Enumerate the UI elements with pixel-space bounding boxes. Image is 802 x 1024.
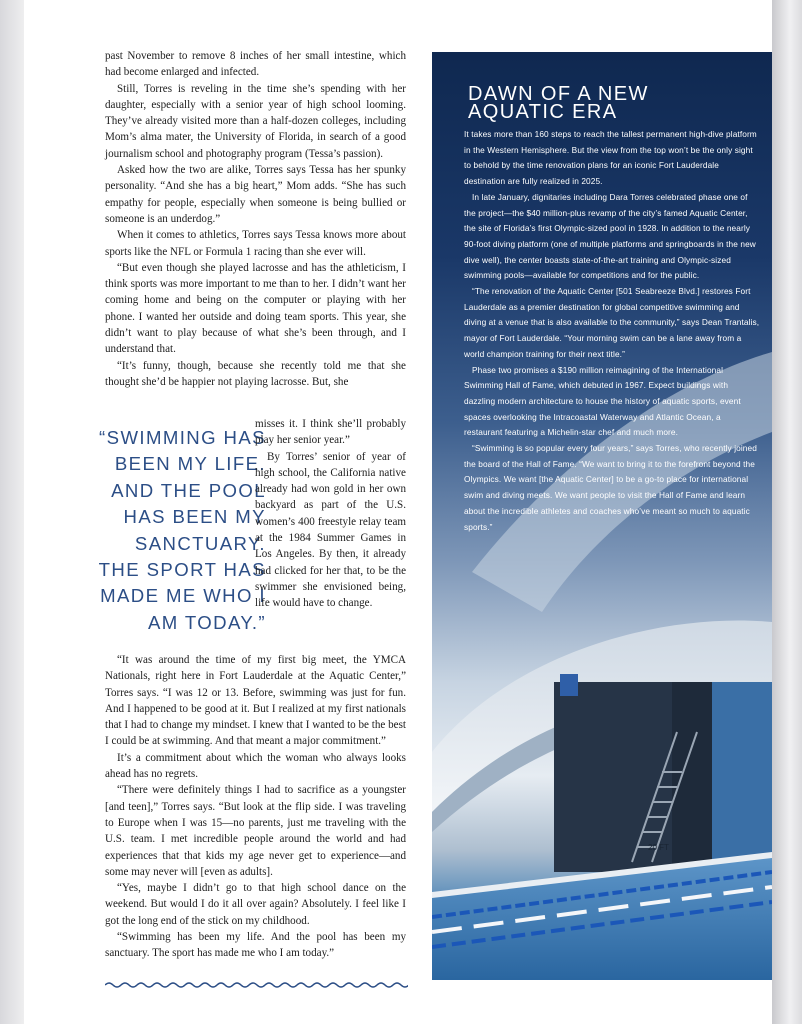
article-column-top — [105, 48, 406, 390]
article-paragraph: “It’s funny, though, because she recently told me that she thought she’d be happier not playing lacrosse. But, she — [105, 359, 406, 388]
sidebar-paragraph: Phase two promises a $190 million reimagining of the International Swimming Hall of Fame, which debuted in 1967. Expect buildings with dazzling modern architecture to house the history of aquatic sports, event spaces overlooking the Intracoastal Waterway and Atlantic Ocean, a restaurant featuring a Michelin-star chef and much more. — [464, 364, 741, 438]
pull-quote-line: MADE ME WHO I — [100, 585, 266, 607]
sidebar-body — [464, 127, 760, 535]
accessibility-sign-icon — [560, 674, 578, 696]
article-paragraph: Asked how the two are alike, Torres says Tessa has her spunky personality. “And she has a big heart,” Mom adds. “She has such empathy for people, especially when someone is being bullied or someone is an underdog.” — [105, 164, 406, 225]
sidebar-aquatic-era — [432, 52, 772, 980]
sidebar-paragraph: “Swimming is so popular every four years,” says Torres, who recently joined the board of the Hall of Fame. “We want to bring it to the forefront beyond the Olympics. We want [the Aquatic Center] to be a go-to place for international swim and diving meets. We want people to visit the Hall of Fame and learn about the incredible athletes and coaches who’ve meant so much to aquatic sports.” — [464, 443, 757, 532]
pull-quote-line: BEEN MY LIFE. — [114, 453, 266, 475]
article-paragraph: It’s a commitment about which the woman who always looks ahead has no regrets. — [105, 751, 406, 781]
article-column-narrow — [255, 416, 406, 612]
article-paragraph: misses it. I think she’ll probably play her senior year.” — [255, 418, 406, 447]
article-paragraph: “But even though she played lacrosse and has the athleticism, I think sports was more important to me than to her. I didn’t want her coming home and being on the computer or playing with her phone. I wanted her outside and doing team sports. This year, she didn’t want to play because of what she’s been through, and I understand that. — [105, 261, 406, 356]
pull-quote-line: HAS BEEN MY — [123, 506, 266, 528]
article-paragraph: By Torres’ senior of year of high school, the California native already had won gold in her own backyard as part of the U.S. women’s 400 freestyle relay team at the 1984 Summer Games in Los Angeles. By then, it already had clicked for her that, to be the swimmer she envisioned being, life would have to change. — [255, 450, 406, 610]
pull-quote-line: THE SPORT HAS — [98, 559, 266, 581]
sidebar-title-line: AQUATIC ERA — [468, 100, 618, 123]
sidebar-title-line: DAWN OF A NEW — [468, 83, 649, 105]
article-paragraph: “Yes, maybe I didn’t go to that high school dance on the weekend. But would I do it all over again? Absolutely. I feel like I got the long end of the stick on my childhood. — [105, 882, 406, 927]
pull-quote-line: AND THE POOL — [111, 479, 266, 501]
sidebar-paragraph: In late January, dignitaries including Dara Torres celebrated phase one of the project—the $40 million-plus revamp of the city’s famed Aquatic Center, the site of Florida’s first Olympic-sized pool in 1928. In addition to the nearly 90-foot diving platform (one of multiple platforms and springboards in the new dive well), the center boasts state-of-the-art training and Olympic-sized swimming pools—available for competitions and for the public. — [464, 191, 756, 281]
viewer-frame-left — [0, 0, 24, 1024]
viewer-frame-right — [772, 0, 802, 1024]
pull-quote-line: “SWIMMING HAS — [99, 427, 266, 448]
pull-quote-line: SANCTUARY. — [134, 532, 266, 554]
article-column-bottom — [105, 652, 406, 962]
article-paragraph: “Swimming has been my life. And the pool has been my sanctuary. The sport has made me who I am today.” — [105, 931, 406, 960]
article-paragraph: Still, Torres is reveling in the time she’s spending with her daughter, especially with a senior year of high school looming. They’ve already visited more than a half-dozen colleges, including Mom’s alma mater, the University of Florida, in search of a good journalism school and photography program (Tessa’s passion). — [105, 82, 406, 160]
magazine-page — [24, 0, 772, 1024]
sidebar-title — [468, 83, 758, 123]
pull-quote — [56, 425, 266, 636]
sidebar-paragraph: It takes more than 160 steps to reach the tallest permanent high-dive platform in the Western Hemisphere. But the view from the top won’t be the only sight to behold by the time renovation plans for an iconic Fort Lauderdale destination are fully realized in 2025. — [464, 129, 757, 187]
article-paragraph: When it comes to athletics, Torres says Tessa knows more about sports like the NFL or Formula 1 racing than she ever will. — [105, 229, 406, 258]
pool-depth-marking: 20 FT — [648, 843, 669, 852]
article-paragraph: “It was around the time of my first big meet, the YMCA Nationals, right here in Fort Lauderdale at the Aquatic Center,” Torres says. “I was 12 or 13. Before, swimming was just for fun. And I happened to be good at it. But I realized at my first nationals that I had to change my mindset. I knew that I wanted to be the best I could be at swimming. And that meant a major commitment.” — [105, 654, 406, 748]
article-paragraph: past November to remove 8 inches of her small intestine, which had become enlarged and infected. — [105, 50, 406, 79]
pull-quote-line: AM TODAY.” — [147, 611, 266, 633]
article-paragraph: “There were definitely things I had to sacrifice as a youngster [and teen],” Torres says. “But look at the flip side. I was traveling to Europe when I was 15—no parents, just me traveling with the U.S. team. I met incredible people around the world and had experiences that that kids my age never get to experience—and some may never will [even as adults]. — [105, 784, 406, 878]
wave-divider-icon — [105, 980, 408, 990]
sidebar-paragraph: “The renovation of the Aquatic Center [501 Seabreeze Blvd.] restores Fort Lauderdale as a premier destination for global competitive swimming and diving at a venue that is also available to the community,” says Dean Trantalis, mayor of Fort Lauderdale. “Your morning swim can be a lane away from a world champion training for their next title.” — [464, 286, 760, 359]
